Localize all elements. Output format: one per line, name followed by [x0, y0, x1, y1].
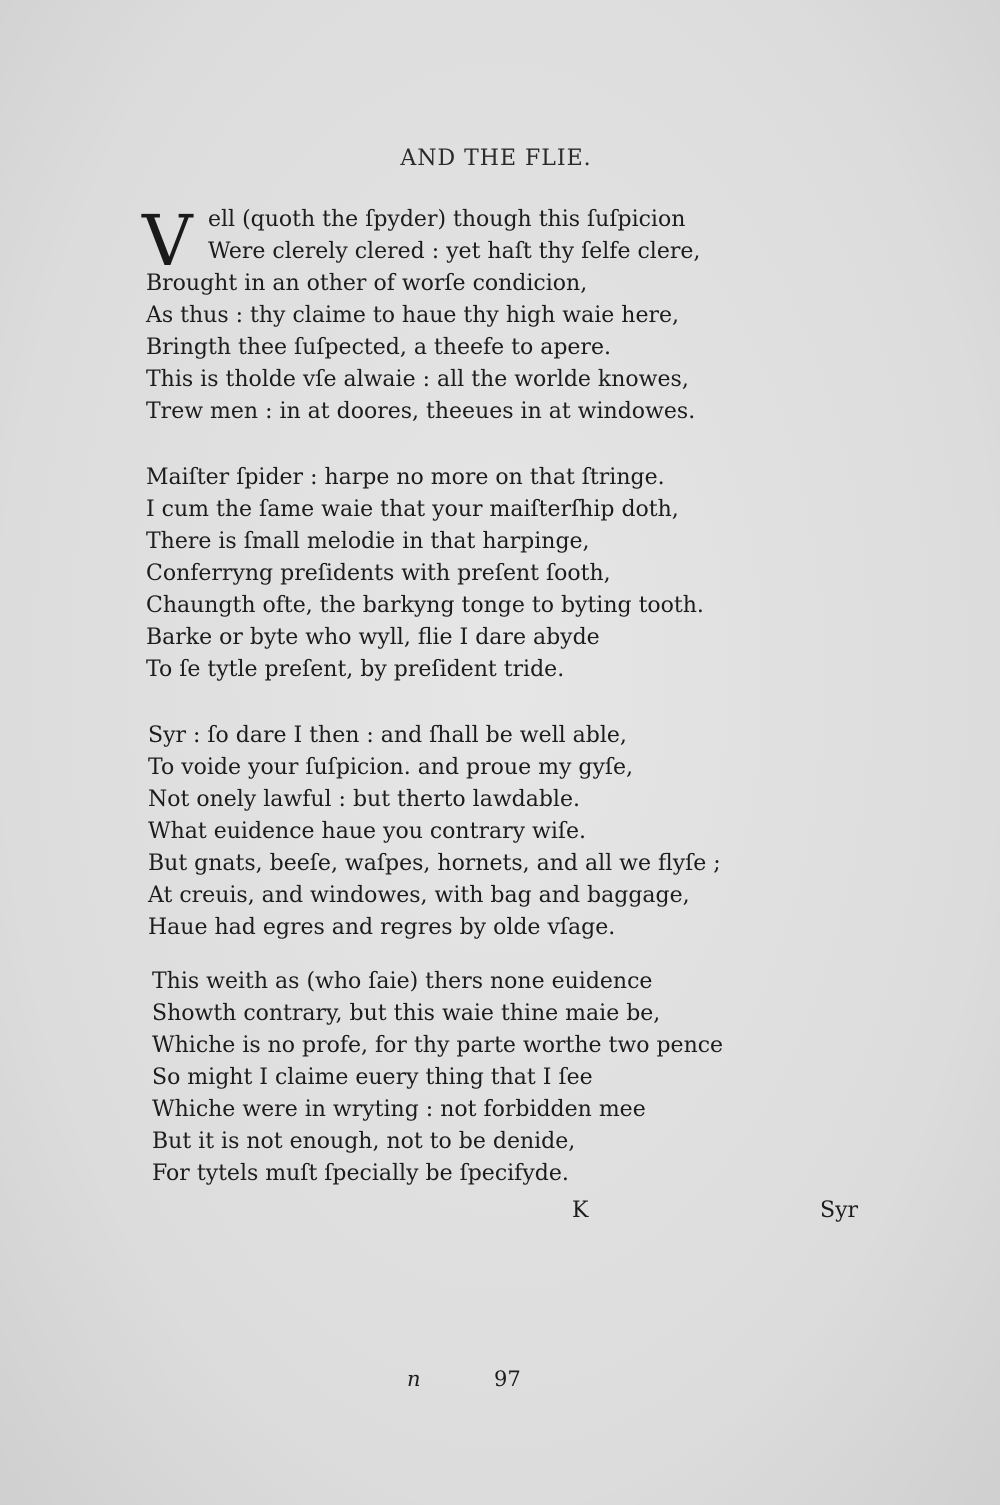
verse-line: Brought in an other of worſe condicion,: [146, 271, 588, 296]
verse-line: As thus : thy claime to haue thy high waie here,: [146, 303, 679, 328]
verse-line: Bringth thee ſuſpected, a theefe to apere.: [146, 335, 611, 360]
verse-line: Haue had egres and regres by olde vſage.: [148, 915, 616, 940]
verse-line: [146, 204, 826, 236]
page-title: AND THE FLIE.: [400, 146, 592, 171]
verse-line: Showth contrary, but this waie thine maie be,: [152, 1001, 661, 1026]
verse-line: Whiche is no profe, for thy parte worthe two pence: [152, 1033, 724, 1058]
verse-line: Whiche were in wryting : not forbidden mee: [152, 1097, 646, 1122]
stanza-3: [148, 720, 828, 944]
verse-line: Syr : ſo dare I then : and ſhall be well able,: [148, 723, 627, 748]
page-number: 97: [494, 1367, 521, 1391]
verse-line: For tytels muſt ſpecially be ſpecifyde.: [152, 1161, 569, 1186]
verse-line: Maiſter ſpider : harpe no more on that ſtringe.: [146, 465, 665, 490]
verse-line: Barke or byte who wyll, flie I dare abyde: [146, 625, 600, 650]
stanza-1: [142, 200, 826, 428]
verse-line: At creuis, and windowes, with bag and baggage,: [148, 883, 690, 908]
verse-line: There is ſmall melodie in that harpinge,: [146, 529, 590, 554]
verse-line: Not onely lawful : but therto lawdable.: [148, 787, 580, 812]
gathering-mark: n: [407, 1367, 421, 1391]
verse-line: Chaungth ofte, the barkyng tonge to byting tooth.: [146, 593, 704, 618]
signature-mark: K: [572, 1198, 589, 1223]
verse-line: But it is not enough, not to be denide,: [152, 1129, 576, 1154]
stanza-4: [152, 966, 832, 1190]
catchword: Syr: [820, 1198, 859, 1223]
verse-line-text: ell (quoth the ſpyder) though this ſuſpicion: [208, 207, 686, 232]
verse-line: So might I claime euery thing that I ſee: [152, 1065, 593, 1090]
stanza-2: [146, 462, 826, 686]
verse-line: Were clerely clered : yet haſt thy ſelfe clere,: [208, 239, 701, 264]
verse-line: To ſe tytle preſent, by preſident tride.: [146, 657, 565, 682]
verse-line: Conferryng preſidents with preſent ſooth,: [146, 561, 611, 586]
verse-line: But gnats, beeſe, waſpes, hornets, and all we flyſe ;: [148, 851, 721, 876]
verse-line: To voide your ſuſpicion. and proue my gyſe,: [148, 755, 634, 780]
verse-line: This weith as (who ſaie) thers none euidence: [152, 969, 653, 994]
verse-line: What euidence haue you contrary wiſe.: [148, 819, 587, 844]
drop-cap: V: [142, 200, 193, 282]
verse-line: This is tholde vſe alwaie : all the worlde knowes,: [146, 367, 689, 392]
verse-line: Trew men : in at doores, theeues in at windowes.: [146, 399, 696, 424]
verse-line: I cum the ſame waie that your maiſterſhip doth,: [146, 497, 679, 522]
